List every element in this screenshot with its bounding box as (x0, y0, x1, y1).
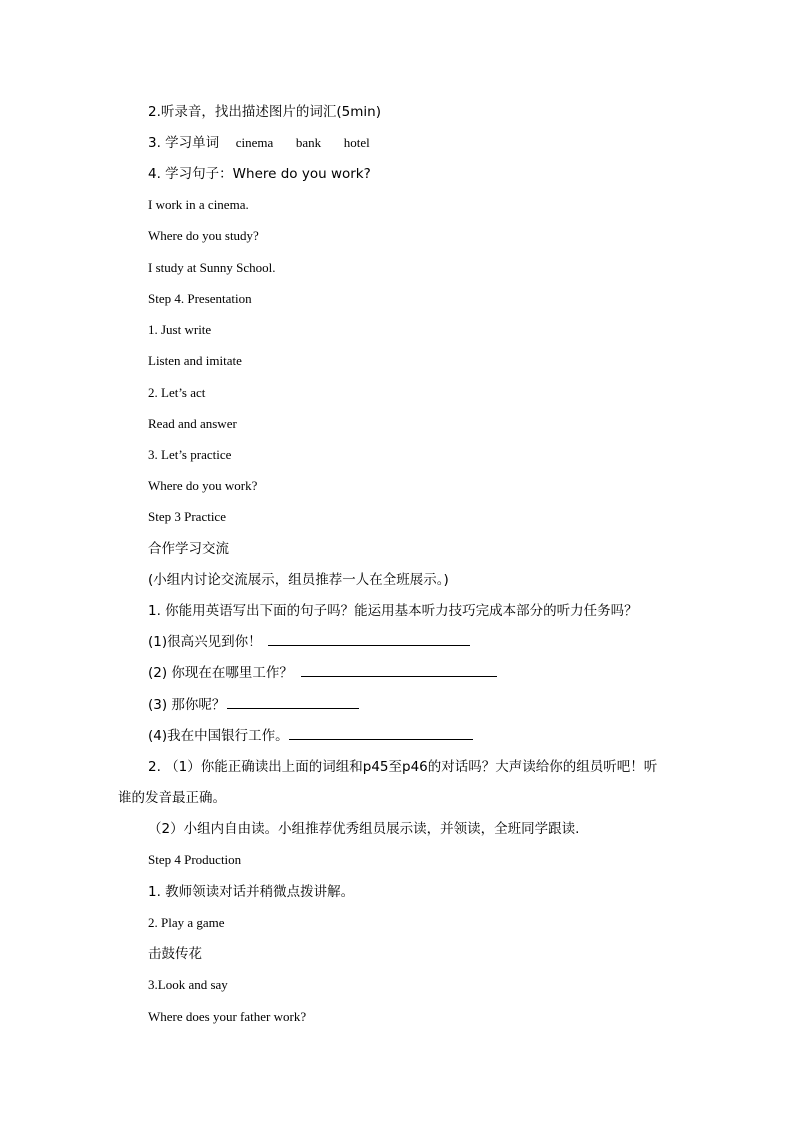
text-line: 谁的发音最正确。 (118, 790, 226, 806)
text-line: I work in a cinema. (148, 197, 249, 212)
answer-blank (227, 696, 359, 709)
text-line: 合作学习交流 (148, 541, 229, 557)
text-line: (小组内讨论交流展示，组员推荐一人在全班展示。) (148, 572, 449, 588)
answer-blank (268, 633, 470, 646)
section-heading: Step 4. Presentation (148, 291, 252, 306)
exercise-prompt: (4)我在中国银行工作。 (148, 728, 289, 744)
section-heading: Step 4 Production (148, 852, 242, 867)
text-line: 2. Let’s act (148, 385, 206, 400)
text-line: 2.听录音，找出描述图片的词汇(5min) (148, 104, 381, 120)
text-line: 1. 教师领读对话并稍微点拨讲解。 (148, 884, 355, 900)
exercise-prompt: (1)很高兴见到你！ (148, 634, 262, 650)
exercise-item (148, 633, 470, 651)
section-heading: Step 3 Practice (148, 509, 226, 524)
text-line: 1. Just write (148, 322, 212, 337)
text-line: 4. 学习句子：Where do you work? (148, 166, 371, 182)
text-line: 击鼓传花 (148, 946, 202, 962)
text-line: Where do you study? (148, 228, 259, 243)
text-line: 3.Look and say (148, 977, 228, 992)
exercise-prompt: (2) 你现在在哪里工作？ (148, 665, 293, 681)
text-line: 1. 你能用英语写出下面的句子吗？能运用基本听力技巧完成本部分的听力任务吗？ (148, 603, 638, 619)
text-line: I study at Sunny School. (148, 260, 276, 275)
vocab-word: bank (295, 135, 322, 150)
answer-blank (289, 727, 473, 740)
answer-blank (301, 664, 497, 677)
vocabulary-line (148, 134, 370, 152)
vocab-word: cinema (235, 135, 274, 150)
text-line: 2. （1）你能正确读出上面的词组和p45至p46的对话吗？大声读给你的组员听吧！听 (148, 759, 658, 775)
text-line: Read and answer (148, 416, 237, 431)
exercise-item (148, 664, 497, 682)
vocab-heading: 3. 学习单词 (148, 135, 220, 151)
vocab-word: hotel (343, 135, 370, 150)
text-line: Where does your father work? (148, 1009, 307, 1024)
exercise-item (148, 696, 359, 714)
text-line: （2）小组内自由读。小组推荐优秀组员展示读，并领读，全班同学跟读. (148, 821, 580, 837)
text-line: 2. Play a game (148, 915, 225, 930)
text-line: 3. Let’s practice (148, 447, 232, 462)
text-line: Listen and imitate (148, 353, 242, 368)
text-line: Where do you work? (148, 478, 258, 493)
exercise-item (148, 727, 473, 745)
exercise-prompt: (3) 那你呢？ (148, 697, 226, 713)
